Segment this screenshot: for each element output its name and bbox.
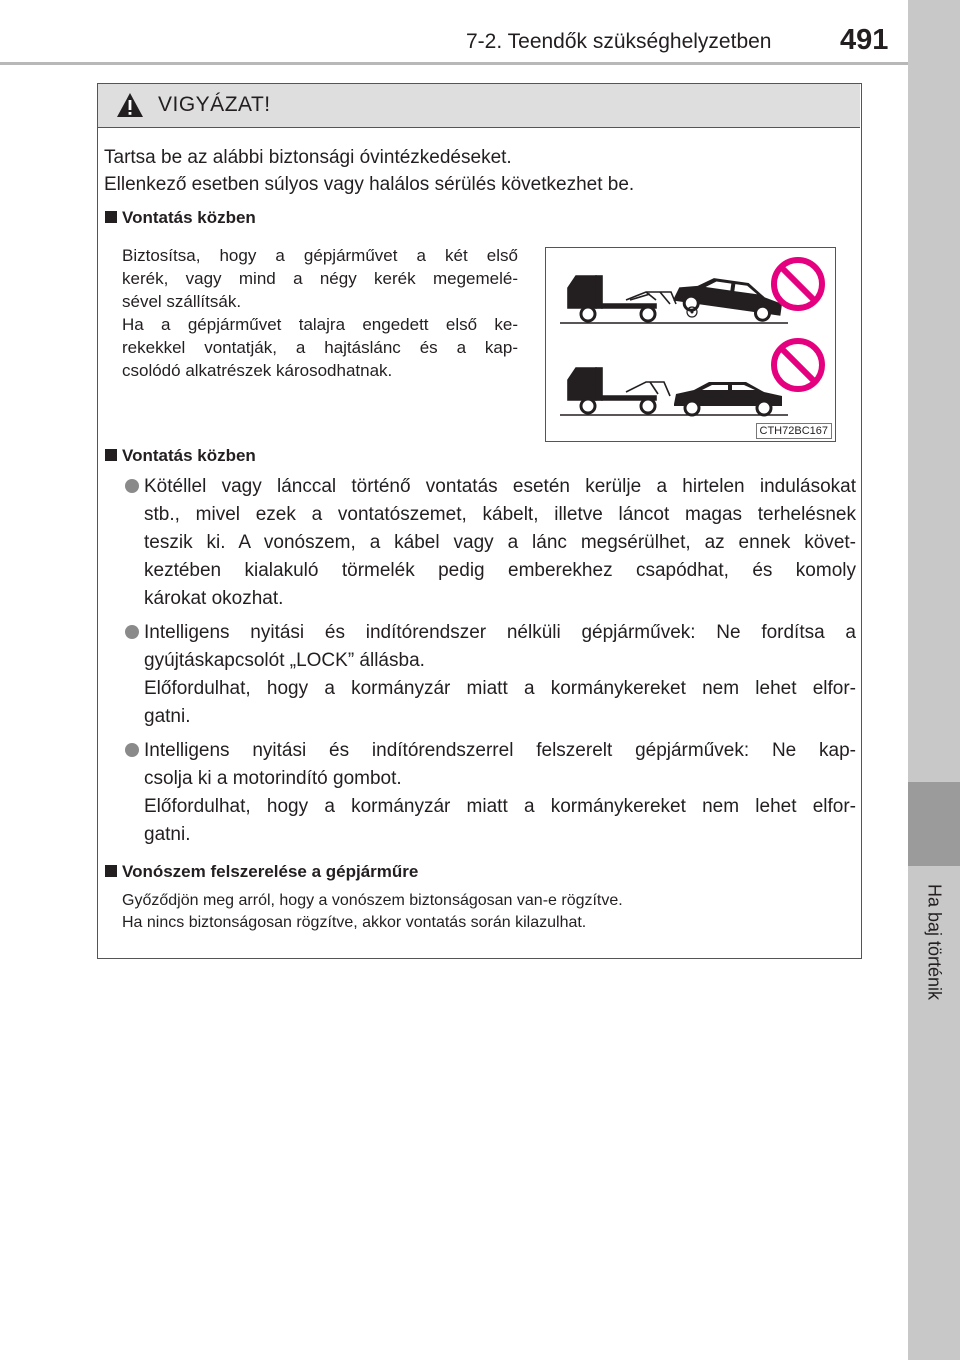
text-line: Ha a gépjárművet talajra engedett első ke- <box>122 315 518 334</box>
bullet-line: csolja ki a motorindító gombot. <box>144 768 402 789</box>
tow-truck-bottom <box>568 368 670 400</box>
towing-text <box>122 244 518 382</box>
square-bullet-icon <box>105 865 117 877</box>
square-bullet-icon <box>105 211 117 223</box>
side-tab-strip <box>908 0 960 1360</box>
section-heading: Vonószem felszerelése a gépjárműre <box>105 862 418 882</box>
circle-bullet-icon <box>125 625 139 639</box>
circle-bullet-icon <box>125 743 139 757</box>
text-line: Győződjön meg arról, hogy a vonószem biztonságosan van-e rögzítve. <box>122 892 623 909</box>
chapter-number: 7 <box>20 805 32 826</box>
bullet-line: gatni. <box>144 824 191 845</box>
text-line: csolódó alkatrészek károsodhatnak. <box>122 361 393 380</box>
prohibition-icon <box>774 341 822 389</box>
bullet-line: károkat okozhat. <box>144 588 284 609</box>
prohibition-icon <box>774 260 822 308</box>
figure-code: CTH72BC167 <box>756 423 832 439</box>
text-line: Biztosítsa, hogy a gépjárművet a két első <box>122 246 518 265</box>
bullet-item <box>125 473 856 613</box>
square-bullet-icon <box>105 449 117 461</box>
towing-illustration <box>545 247 836 442</box>
section-title: 7-2. Teendők szükséghelyzetben <box>466 30 772 53</box>
bullet-item <box>125 619 856 731</box>
bullet-line: gatni. <box>144 706 191 727</box>
warning-title: VIGYÁZAT! <box>158 93 271 116</box>
bullet-line: Előfordulhat, hogy a kormányzár miatt a kormánykereket nem lehet elfor- <box>144 796 856 817</box>
page-number: 491 <box>840 24 889 56</box>
car-top <box>672 273 784 323</box>
warning-intro <box>104 144 634 198</box>
bullet-line: gyújtáskapcsolót „LOCK” állásba. <box>144 650 425 671</box>
tow-truck-diagram <box>546 248 835 441</box>
text-line: sével szállítsák. <box>122 292 242 311</box>
header-divider <box>0 62 908 65</box>
bullet-item <box>125 737 856 849</box>
warning-box <box>97 83 862 959</box>
bullet-line: keztében kialakuló törmelék pedig emberekhez csapódhat, és komoly <box>144 560 856 581</box>
chapter-tab <box>908 782 960 866</box>
bullet-line: Kötéllel vagy lánccal történő vontatás esetén kerülje a hirtelen indulásokat <box>144 476 856 497</box>
bullet-line: Előfordulhat, hogy a kormányzár miatt a kormánykereket nem lehet elfor- <box>144 678 856 699</box>
text-line: kerék, vagy mind a négy kerék megemelé- <box>122 269 518 288</box>
warning-header <box>98 84 860 128</box>
bullet-line: Intelligens nyitási és indítórendszerrel felszerelt gépjárművek: Ne kap- <box>144 740 856 761</box>
intro-line: Tartsa be az alábbi biztonsági óvintézkedéseket. <box>104 147 512 168</box>
intro-line: Ellenkező esetben súlyos vagy halálos sérülés következhet be. <box>104 174 635 195</box>
section-heading: Vontatás közben <box>105 446 256 466</box>
chapter-label: Ha baj történik <box>924 883 945 1001</box>
car-bottom <box>674 382 782 415</box>
warning-triangle-icon <box>116 92 144 118</box>
text-line: rekekkel vontatják, a hajtáslánc és a kap- <box>122 338 518 357</box>
section-heading: Vontatás közben <box>105 208 256 228</box>
bullet-line: Intelligens nyitási és indítórendszer nélküli gépjárművek: Ne fordítsa a <box>144 622 856 643</box>
circle-bullet-icon <box>125 479 139 493</box>
bullet-line: stb., mivel ezek a vontatószemet, kábelt, illetve láncot magas terhelésnek <box>144 504 856 525</box>
bullet-line: teszik ki. A vonószem, a kábel vagy a lánc megsérülhet, az ennek követ- <box>144 532 856 553</box>
text-line: Ha nincs biztonságosan rögzítve, akkor vontatás során kilazulhat. <box>122 914 587 931</box>
tow-truck-top <box>568 276 676 308</box>
towing-eye-text <box>122 890 623 934</box>
